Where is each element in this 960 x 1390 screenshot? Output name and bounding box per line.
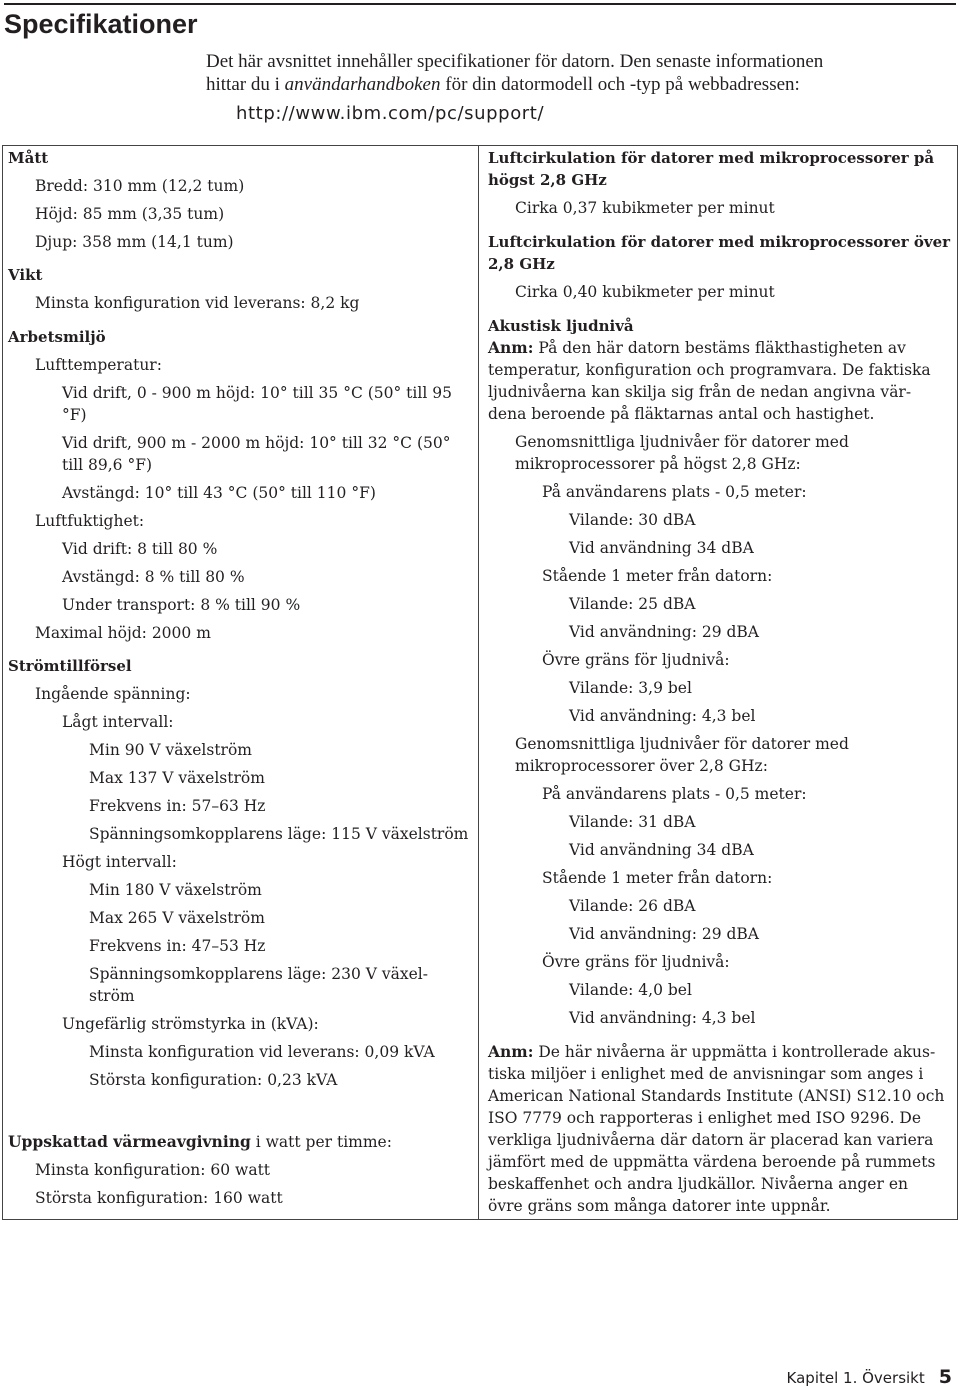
spec-lagt-min: Min 90 V växelström [89,741,252,759]
group-2-plats-vilande: Vilande: 31 dBA [569,813,696,831]
spec-hogt-max: Max 265 V växelström [89,909,265,927]
note-2-line-g: beskaffenhet och andra ljudkällor. Nivåerna anger en [488,1175,908,1193]
group-1-ovre-anvandning: Vid användning: 4,3 bel [569,707,756,725]
spec-lagt-max: Max 137 V växelström [89,769,265,787]
note-2-line-h: övre gräns som många datorer inte uppnår. [488,1197,831,1215]
spec-hogt-omkopplare-a: Spänningsomkopplarens läge: 230 V växel- [89,965,428,983]
spec-hogt-frekvens: Frekvens in: 47–53 Hz [89,937,266,955]
spec-fukt-avstangd: Avstängd: 8 % till 80 % [62,568,245,586]
chapter-label: Kapitel 1. Översikt [786,1369,925,1387]
heading-varmeavgivning: Uppskattad värmeavgivning [8,1132,251,1151]
spec-hogt-omkopplare-b: ström [89,987,135,1005]
group-2-ovre-grans: Övre gräns för ljudnivå: [542,953,730,971]
heading-vikt: Vikt [8,266,43,284]
heading-luftcirkulation-1a: Luftcirkulation för datorer med mikroprocessorer på [488,149,935,167]
group-1-staende: Stående 1 meter från datorn: [542,567,773,585]
note-2-line-e: verkliga ljudnivåerna där datorn är placerad kan variera [488,1131,934,1149]
spec-avstangd-temp: Avstängd: 10° till 43 °C (50° till 110 °F) [62,484,376,502]
spec-luftcirkulation-2: Cirka 0,40 kubikmeter per minut [515,283,775,301]
group-1-plats: På användarens plats - 0,5 meter: [542,483,807,501]
note-2-line-a [488,1041,935,1063]
group-2-plats: På användarens plats - 0,5 meter: [542,785,807,803]
spec-hogt-intervall: Högt intervall: [62,853,177,871]
spec-lufttemperatur: Lufttemperatur: [35,356,162,374]
group-1-title-b: mikroprocessorer på högst 2,8 GHz: [515,455,801,473]
note-2-line-c: American National Standards Institute (ANSI) S12.10 och [488,1087,945,1105]
varmeavgivning-unit: i watt per timme: [250,1133,392,1151]
spec-varmeavgivning-heading [8,1131,392,1153]
group-2-title-b: mikroprocessorer över 2,8 GHz: [515,757,768,775]
specifications-table [2,145,958,1220]
note-1-line-a [488,337,906,359]
note-1-line-b: temperatur, konfiguration och programvara. De faktiska [488,361,931,379]
spec-luftcirkulation-1: Cirka 0,37 kubikmeter per minut [515,199,775,217]
group-1-staende-anvandning: Vid användning: 29 dBA [569,623,760,641]
page-number: 5 [938,1366,952,1388]
note-2-label: Anm: [488,1042,534,1061]
support-url[interactable]: http://www.ibm.com/pc/support/ [236,103,545,124]
group-2-staende-anvandning: Vid användning: 29 dBA [569,925,760,943]
spec-vikt: Minsta konfiguration vid leverans: 8,2 kg [35,294,360,312]
spec-varme-min: Minsta konfiguration: 60 watt [35,1161,271,1179]
group-2-title-a: Genomsnittliga ljudnivåer för datorer med [515,735,849,753]
spec-drift-2a: Vid drift, 900 m - 2000 m höjd: 10° till 32 °C (50° [62,434,451,452]
group-1-plats-vilande: Vilande: 30 dBA [569,511,696,529]
group-1-plats-anvandning: Vid användning 34 dBA [569,539,754,557]
heading-luftcirkulation-1b: högst 2,8 GHz [488,171,607,189]
spec-fukt-drift: Vid drift: 8 till 80 % [62,540,218,558]
page-title: Specifikationer [4,3,956,41]
spec-stromstyrka: Ungefärlig strömstyrka in (kVA): [62,1015,319,1033]
intro-line-2b: för din datormodell och -typ på webbadressen: [440,74,800,95]
heading-arbetsmiljo: Arbetsmiljö [8,328,106,346]
spec-hojd: Höjd: 85 mm (3,35 tum) [35,205,225,223]
group-1-ovre-grans: Övre gräns för ljudnivå: [542,651,730,669]
note-1-text-a: På den här datorn bestäms fläkthastigheten av [533,339,906,357]
heading-luftcirkulation-2a: Luftcirkulation för datorer med mikroprocessorer över [488,233,951,251]
spec-drift-2b: till 89,6 °F) [62,456,153,474]
spec-lagt-frekvens: Frekvens in: 57–63 Hz [89,797,266,815]
spec-lagt-intervall: Lågt intervall: [62,713,174,731]
group-1-staende-vilande: Vilande: 25 dBA [569,595,696,613]
heading-luftcirkulation-2b: 2,8 GHz [488,255,555,273]
intro-line-2a: hittar du i [206,74,285,95]
intro-paragraph [206,50,946,125]
spec-stromstyrka-max: Största konfiguration: 0,23 kVA [89,1071,338,1089]
page-footer [787,1366,952,1388]
spec-djup: Djup: 358 mm (14,1 tum) [35,233,234,251]
spec-drift-1b: °F) [62,406,87,424]
note-2-line-f: jämfört med de uppmätta värdena beroende på rummets [488,1153,936,1171]
group-2-plats-anvandning: Vid användning 34 dBA [569,841,754,859]
note-2-text-a: De här nivåerna är uppmätta i kontrollerade akus- [533,1043,936,1061]
spec-ingaende-spanning: Ingående spänning: [35,685,191,703]
spec-stromstyrka-min: Minsta konfiguration vid leverans: 0,09 kVA [89,1043,435,1061]
group-2-ovre-anvandning: Vid användning: 4,3 bel [569,1009,756,1027]
spec-drift-1a: Vid drift, 0 - 900 m höjd: 10° till 35 °C (50° till 95 [62,384,452,402]
spec-luftfuktighet: Luftfuktighet: [35,512,145,530]
spec-hogt-min: Min 180 V växelström [89,881,262,899]
spec-varme-max: Största konfiguration: 160 watt [35,1189,283,1207]
column-divider [478,146,479,1219]
spec-bredd: Bredd: 310 mm (12,2 tum) [35,177,245,195]
note-1-line-d: dena beroende på fläktarnas antal och hastighet. [488,405,875,423]
note-1-label: Anm: [488,338,534,357]
heading-stromtillforsel: Strömtillförsel [8,657,132,675]
note-2-line-b: tiska miljöer i enlighet med de anvisningar som anges i [488,1065,924,1083]
group-2-staende: Stående 1 meter från datorn: [542,869,773,887]
note-1-line-c: ljudnivåerna kan skilja sig från de nedan angivna vär- [488,383,912,401]
spec-lagt-omkopplare: Spänningsomkopplarens läge: 115 V växelström [89,825,469,843]
spec-maximal-hojd: Maximal höjd: 2000 m [35,624,211,642]
group-2-staende-vilande: Vilande: 26 dBA [569,897,696,915]
note-2-line-d: ISO 7779 och rapporteras i enlighet med ISO 9296. De [488,1109,922,1127]
group-1-ovre-vilande: Vilande: 3,9 bel [569,679,692,697]
intro-user-guide: användarhandboken [284,74,441,95]
heading-akustisk-ljudniva: Akustisk ljudnivå [488,317,634,335]
group-1-title-a: Genomsnittliga ljudnivåer för datorer med [515,433,849,451]
group-2-ovre-vilande: Vilande: 4,0 bel [569,981,692,999]
heading-matt: Mått [8,149,49,167]
spec-fukt-transport: Under transport: 8 % till 90 % [62,596,301,614]
intro-line-1: Det här avsnittet innehåller specifikationer för datorn. Den senaste informationen [206,51,824,72]
